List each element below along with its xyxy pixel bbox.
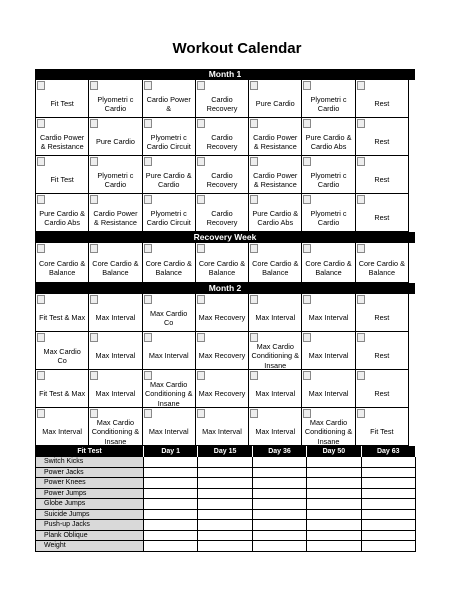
workout-label: Plyometri c Cardio Circuit (146, 132, 191, 151)
result-cell[interactable] (198, 510, 252, 521)
workout-label: Max Cardio Conditioning & Insane (91, 418, 140, 446)
result-cell[interactable] (253, 510, 307, 521)
workout-label: Fit Test (370, 427, 394, 437)
workout-label: Fit Test & Max (39, 389, 86, 399)
month1-header: Month 1 (35, 69, 415, 80)
day-checkbox-icon[interactable] (37, 295, 45, 304)
result-cell[interactable] (307, 510, 361, 521)
week-row (35, 80, 415, 118)
day-checkbox-icon[interactable] (197, 244, 205, 253)
day-cell[interactable] (89, 194, 142, 232)
day-cell[interactable] (143, 294, 196, 332)
result-cell[interactable] (253, 489, 307, 500)
day-checkbox-icon[interactable] (197, 81, 205, 90)
day-checkbox-icon[interactable] (90, 295, 98, 304)
result-cell[interactable] (144, 541, 198, 552)
workout-label: Max Interval (95, 351, 136, 361)
workout-label: Rest (374, 175, 390, 185)
day-cell[interactable] (36, 156, 89, 194)
exercise-name: Switch Kicks (36, 457, 144, 468)
result-cell[interactable] (198, 531, 252, 542)
day-cell[interactable] (36, 118, 89, 156)
day-checkbox-icon[interactable] (357, 244, 365, 253)
day-cell[interactable] (249, 408, 302, 446)
day-checkbox-icon[interactable] (37, 244, 45, 253)
workout-label: Max Recovery (198, 389, 246, 399)
day-cell[interactable] (249, 332, 302, 370)
result-cell[interactable] (144, 489, 198, 500)
day-cell[interactable] (36, 243, 89, 283)
result-cell[interactable] (198, 499, 252, 510)
workout-label: Core Cardio & Balance (145, 258, 192, 277)
day-cell[interactable] (249, 243, 302, 283)
fit-test-header-row (36, 446, 416, 457)
day-checkbox-icon[interactable] (90, 195, 98, 204)
day-cell[interactable] (356, 408, 409, 446)
day-cell[interactable] (196, 243, 249, 283)
day-checkbox-icon[interactable] (37, 157, 45, 166)
result-cell[interactable] (253, 531, 307, 542)
exercise-name: Push-up Jacks (36, 520, 144, 531)
day-checkbox-icon[interactable] (197, 295, 205, 304)
workout-label: Max Interval (308, 389, 349, 399)
day-checkbox-icon[interactable] (197, 119, 205, 128)
month2-grid (35, 294, 415, 446)
fit-test-table (35, 446, 416, 552)
day-header: Day 50 (307, 446, 361, 457)
workout-label: Rest (374, 313, 390, 323)
fit-test-row (36, 457, 416, 468)
workout-label: Pure Cardio & Cardio Abs (39, 208, 86, 227)
workout-label: Rest (374, 351, 390, 361)
day-cell[interactable] (89, 118, 142, 156)
day-checkbox-icon[interactable] (197, 371, 205, 380)
day-cell[interactable] (356, 370, 409, 408)
fit-test-row (36, 531, 416, 542)
day-checkbox-icon[interactable] (144, 157, 152, 166)
day-checkbox-icon[interactable] (144, 244, 152, 253)
day-cell[interactable] (36, 408, 89, 446)
day-checkbox-icon[interactable] (303, 333, 311, 342)
day-checkbox-icon[interactable] (303, 157, 311, 166)
workout-label: Core Cardio & Balance (92, 258, 139, 277)
day-checkbox-icon[interactable] (303, 195, 311, 204)
day-cell[interactable] (302, 118, 355, 156)
workout-label: Max Cardio Conditioning & Insane (304, 418, 353, 446)
result-cell[interactable] (198, 468, 252, 479)
result-cell[interactable] (253, 468, 307, 479)
day-checkbox-icon[interactable] (197, 195, 205, 204)
day-checkbox-icon[interactable] (250, 295, 258, 304)
workout-label: Max Interval (255, 389, 296, 399)
day-cell[interactable] (302, 370, 355, 408)
workout-label: Max Interval (255, 313, 296, 323)
day-header: Day 36 (253, 446, 307, 457)
day-checkbox-icon[interactable] (303, 295, 311, 304)
workout-label: Max Cardio Conditioning & Insane (144, 380, 193, 408)
workout-label: Fit Test (50, 99, 74, 109)
workout-label: Plyometri c Cardio (97, 170, 134, 189)
day-cell[interactable] (249, 194, 302, 232)
day-checkbox-icon[interactable] (144, 371, 152, 380)
workout-label: Cardio Power & Resistance (253, 170, 298, 189)
workout-label: Core Cardio & Balance (252, 258, 299, 277)
day-checkbox-icon[interactable] (357, 195, 365, 204)
day-checkbox-icon[interactable] (90, 371, 98, 380)
result-cell[interactable] (198, 457, 252, 468)
workout-label: Max Interval (42, 427, 83, 437)
recovery-week-grid (35, 243, 415, 283)
workout-label: Rest (374, 213, 390, 223)
day-checkbox-icon[interactable] (90, 244, 98, 253)
day-cell[interactable] (302, 408, 355, 446)
exercise-name: Power Knees (36, 478, 144, 489)
day-header: Day 1 (144, 446, 198, 457)
day-checkbox-icon[interactable] (250, 157, 258, 166)
day-cell[interactable] (89, 408, 142, 446)
day-cell[interactable] (249, 370, 302, 408)
exercise-name: Power Jacks (36, 468, 144, 479)
result-cell[interactable] (307, 478, 361, 489)
day-checkbox-icon[interactable] (144, 195, 152, 204)
result-cell[interactable] (362, 478, 416, 489)
day-checkbox-icon[interactable] (250, 195, 258, 204)
day-cell[interactable] (356, 156, 409, 194)
day-cell[interactable] (89, 156, 142, 194)
workout-label: Pure Cardio (255, 99, 295, 109)
day-checkbox-icon[interactable] (90, 81, 98, 90)
workout-label: Cardio Recovery (206, 94, 238, 113)
day-checkbox-icon[interactable] (37, 333, 45, 342)
week-row (35, 370, 415, 408)
workout-label: Plyometri c Cardio (310, 208, 347, 227)
result-cell[interactable] (362, 489, 416, 500)
day-cell[interactable] (36, 80, 89, 118)
day-cell[interactable] (143, 118, 196, 156)
week-row (35, 194, 415, 232)
day-cell[interactable] (36, 194, 89, 232)
day-checkbox-icon[interactable] (303, 81, 311, 90)
workout-label: Max Recovery (198, 351, 246, 361)
workout-label: Rest (374, 99, 390, 109)
day-cell[interactable] (356, 194, 409, 232)
result-cell[interactable] (307, 489, 361, 500)
day-checkbox-icon[interactable] (144, 119, 152, 128)
workout-label: Max Interval (308, 313, 349, 323)
workout-label: Rest (374, 389, 390, 399)
day-cell[interactable] (356, 243, 409, 283)
day-cell[interactable] (89, 370, 142, 408)
day-cell[interactable] (36, 332, 89, 370)
day-cell[interactable] (196, 156, 249, 194)
workout-label: Plyometri c Cardio (310, 94, 347, 113)
day-checkbox-icon[interactable] (90, 157, 98, 166)
day-checkbox-icon[interactable] (250, 409, 258, 418)
fit-test-row (36, 489, 416, 500)
fit-test-row (36, 478, 416, 489)
day-cell[interactable] (143, 80, 196, 118)
result-cell[interactable] (362, 499, 416, 510)
day-checkbox-icon[interactable] (37, 195, 45, 204)
day-cell[interactable] (89, 243, 142, 283)
workout-label: Pure Cardio (95, 137, 135, 147)
day-checkbox-icon[interactable] (37, 409, 45, 418)
day-checkbox-icon[interactable] (197, 157, 205, 166)
day-cell[interactable] (36, 294, 89, 332)
result-cell[interactable] (307, 520, 361, 531)
day-cell[interactable] (196, 332, 249, 370)
week-row (35, 332, 415, 370)
day-checkbox-icon[interactable] (357, 295, 365, 304)
recovery-week-header: Recovery Week (35, 232, 415, 243)
day-checkbox-icon[interactable] (90, 333, 98, 342)
workout-label: Max Interval (95, 313, 136, 323)
workout-label: Max Cardio Co (43, 346, 81, 365)
fit-test-row (36, 541, 416, 552)
result-cell[interactable] (144, 478, 198, 489)
workout-label: Plyometri c Cardio (310, 170, 347, 189)
result-cell[interactable] (144, 499, 198, 510)
result-cell[interactable] (144, 520, 198, 531)
workout-label: Cardio Recovery (206, 170, 238, 189)
day-cell[interactable] (143, 408, 196, 446)
workout-label: Core Cardio & Balance (305, 258, 352, 277)
day-checkbox-icon[interactable] (357, 81, 365, 90)
result-cell[interactable] (362, 468, 416, 479)
workout-label: Max Interval (255, 427, 296, 437)
day-cell[interactable] (302, 294, 355, 332)
workout-label: Max Interval (148, 351, 189, 361)
day-checkbox-icon[interactable] (250, 244, 258, 253)
day-checkbox-icon[interactable] (144, 81, 152, 90)
day-checkbox-icon[interactable] (90, 119, 98, 128)
day-checkbox-icon[interactable] (357, 157, 365, 166)
fit-test-row (36, 520, 416, 531)
fit-test-row (36, 499, 416, 510)
result-cell[interactable] (307, 457, 361, 468)
result-cell[interactable] (144, 468, 198, 479)
day-cell[interactable] (356, 80, 409, 118)
result-cell[interactable] (198, 541, 252, 552)
exercise-name: Suicide Jumps (36, 510, 144, 521)
day-cell[interactable] (302, 243, 355, 283)
day-cell[interactable] (196, 194, 249, 232)
week-row (35, 118, 415, 156)
workout-label: Max Interval (148, 427, 189, 437)
day-cell[interactable] (196, 80, 249, 118)
exercise-name: Power Jumps (36, 489, 144, 500)
fit-test-row (36, 468, 416, 479)
day-cell[interactable] (196, 370, 249, 408)
workout-label: Fit Test (50, 175, 74, 185)
result-cell[interactable] (144, 510, 198, 521)
day-cell[interactable] (89, 332, 142, 370)
day-checkbox-icon[interactable] (250, 333, 258, 342)
day-checkbox-icon[interactable] (37, 371, 45, 380)
result-cell[interactable] (198, 520, 252, 531)
workout-label: Max Cardio Co (150, 308, 188, 327)
calendar (35, 69, 415, 552)
workout-label: Max Cardio Conditioning & Insane (251, 342, 299, 370)
result-cell[interactable] (362, 531, 416, 542)
workout-label: Core Cardio & Balance (198, 258, 246, 277)
workout-label: Pure Cardio & Cardio Abs (252, 208, 299, 227)
day-cell[interactable] (143, 156, 196, 194)
week-row (35, 408, 415, 446)
day-cell[interactable] (196, 118, 249, 156)
day-cell[interactable] (89, 80, 142, 118)
workout-label: Max Interval (95, 389, 136, 399)
day-cell[interactable] (302, 332, 355, 370)
result-cell[interactable] (253, 478, 307, 489)
result-cell[interactable] (362, 541, 416, 552)
day-cell[interactable] (196, 294, 249, 332)
day-checkbox-icon[interactable] (144, 333, 152, 342)
result-cell[interactable] (253, 520, 307, 531)
fit-test-rows (36, 457, 416, 552)
day-checkbox-icon[interactable] (357, 333, 365, 342)
day-cell[interactable] (143, 332, 196, 370)
day-cell[interactable] (89, 294, 142, 332)
day-cell[interactable] (249, 156, 302, 194)
page-title: Workout Calendar (172, 40, 302, 57)
day-checkbox-icon[interactable] (197, 333, 205, 342)
exercise-name: Globe Jumps (36, 499, 144, 510)
workout-label: Cardio Power & Resistance (93, 208, 138, 227)
exercise-name: Weight (36, 541, 144, 552)
day-checkbox-icon[interactable] (37, 81, 45, 90)
exercise-name: Plank Oblique (36, 531, 144, 542)
day-checkbox-icon[interactable] (357, 119, 365, 128)
day-header: Day 15 (198, 446, 252, 457)
day-checkbox-icon[interactable] (250, 119, 258, 128)
day-cell[interactable] (302, 194, 355, 232)
result-cell[interactable] (362, 510, 416, 521)
result-cell[interactable] (198, 489, 252, 500)
day-cell[interactable] (36, 370, 89, 408)
workout-label: Plyometri c Cardio (97, 94, 134, 113)
workout-label: Max Interval (202, 427, 242, 437)
workout-label: Max Interval (308, 351, 349, 361)
day-cell[interactable] (302, 80, 355, 118)
result-cell[interactable] (307, 499, 361, 510)
day-cell[interactable] (249, 294, 302, 332)
result-cell[interactable] (198, 478, 252, 489)
workout-label: Cardio Power & Resistance (253, 132, 298, 151)
result-cell[interactable] (144, 457, 198, 468)
day-checkbox-icon[interactable] (250, 81, 258, 90)
result-cell[interactable] (362, 457, 416, 468)
day-cell[interactable] (356, 118, 409, 156)
fit-test-row (36, 510, 416, 521)
day-cell[interactable] (143, 194, 196, 232)
day-cell[interactable] (302, 156, 355, 194)
day-checkbox-icon[interactable] (303, 244, 311, 253)
result-cell[interactable] (253, 541, 307, 552)
day-checkbox-icon[interactable] (357, 371, 365, 380)
day-cell[interactable] (249, 118, 302, 156)
result-cell[interactable] (144, 531, 198, 542)
result-cell[interactable] (307, 468, 361, 479)
workout-label: Core Cardio & Balance (358, 258, 405, 277)
day-checkbox-icon[interactable] (144, 295, 152, 304)
day-checkbox-icon[interactable] (144, 409, 152, 418)
workout-label: Cardio Power & (146, 94, 191, 113)
day-cell[interactable] (143, 243, 196, 283)
workout-label: Plyometri c Cardio Circuit (146, 208, 191, 227)
workout-label: Max Recovery (198, 313, 246, 323)
workout-label: Core Cardio & Balance (39, 258, 86, 277)
day-checkbox-icon[interactable] (90, 409, 98, 418)
week-row (35, 243, 415, 283)
result-cell[interactable] (307, 541, 361, 552)
day-cell[interactable] (196, 408, 249, 446)
workout-label: Rest (374, 137, 390, 147)
workout-label: Cardio Recovery (206, 132, 238, 151)
day-cell[interactable] (249, 80, 302, 118)
workout-label: Pure Cardio & Cardio (145, 170, 192, 189)
day-cell[interactable] (143, 370, 196, 408)
day-checkbox-icon[interactable] (37, 119, 45, 128)
workout-label: Pure Cardio & Cardio Abs (305, 132, 352, 151)
day-cell[interactable] (356, 332, 409, 370)
result-cell[interactable] (307, 531, 361, 542)
day-checkbox-icon[interactable] (303, 409, 311, 418)
day-checkbox-icon[interactable] (197, 409, 205, 418)
workout-label: Cardio Recovery (206, 208, 238, 227)
day-checkbox-icon[interactable] (303, 371, 311, 380)
month2-header: Month 2 (35, 283, 415, 294)
day-checkbox-icon[interactable] (303, 119, 311, 128)
workout-label: Cardio Power & Resistance (40, 132, 85, 151)
workout-label: Fit Test & Max (39, 313, 86, 323)
day-cell[interactable] (356, 294, 409, 332)
day-checkbox-icon[interactable] (357, 409, 365, 418)
day-header: Day 63 (362, 446, 416, 457)
fit-test-header: Fit Test (36, 446, 144, 457)
week-row (35, 156, 415, 194)
result-cell[interactable] (362, 520, 416, 531)
week-row (35, 294, 415, 332)
month1-grid (35, 80, 415, 232)
result-cell[interactable] (253, 499, 307, 510)
result-cell[interactable] (253, 457, 307, 468)
day-checkbox-icon[interactable] (250, 371, 258, 380)
